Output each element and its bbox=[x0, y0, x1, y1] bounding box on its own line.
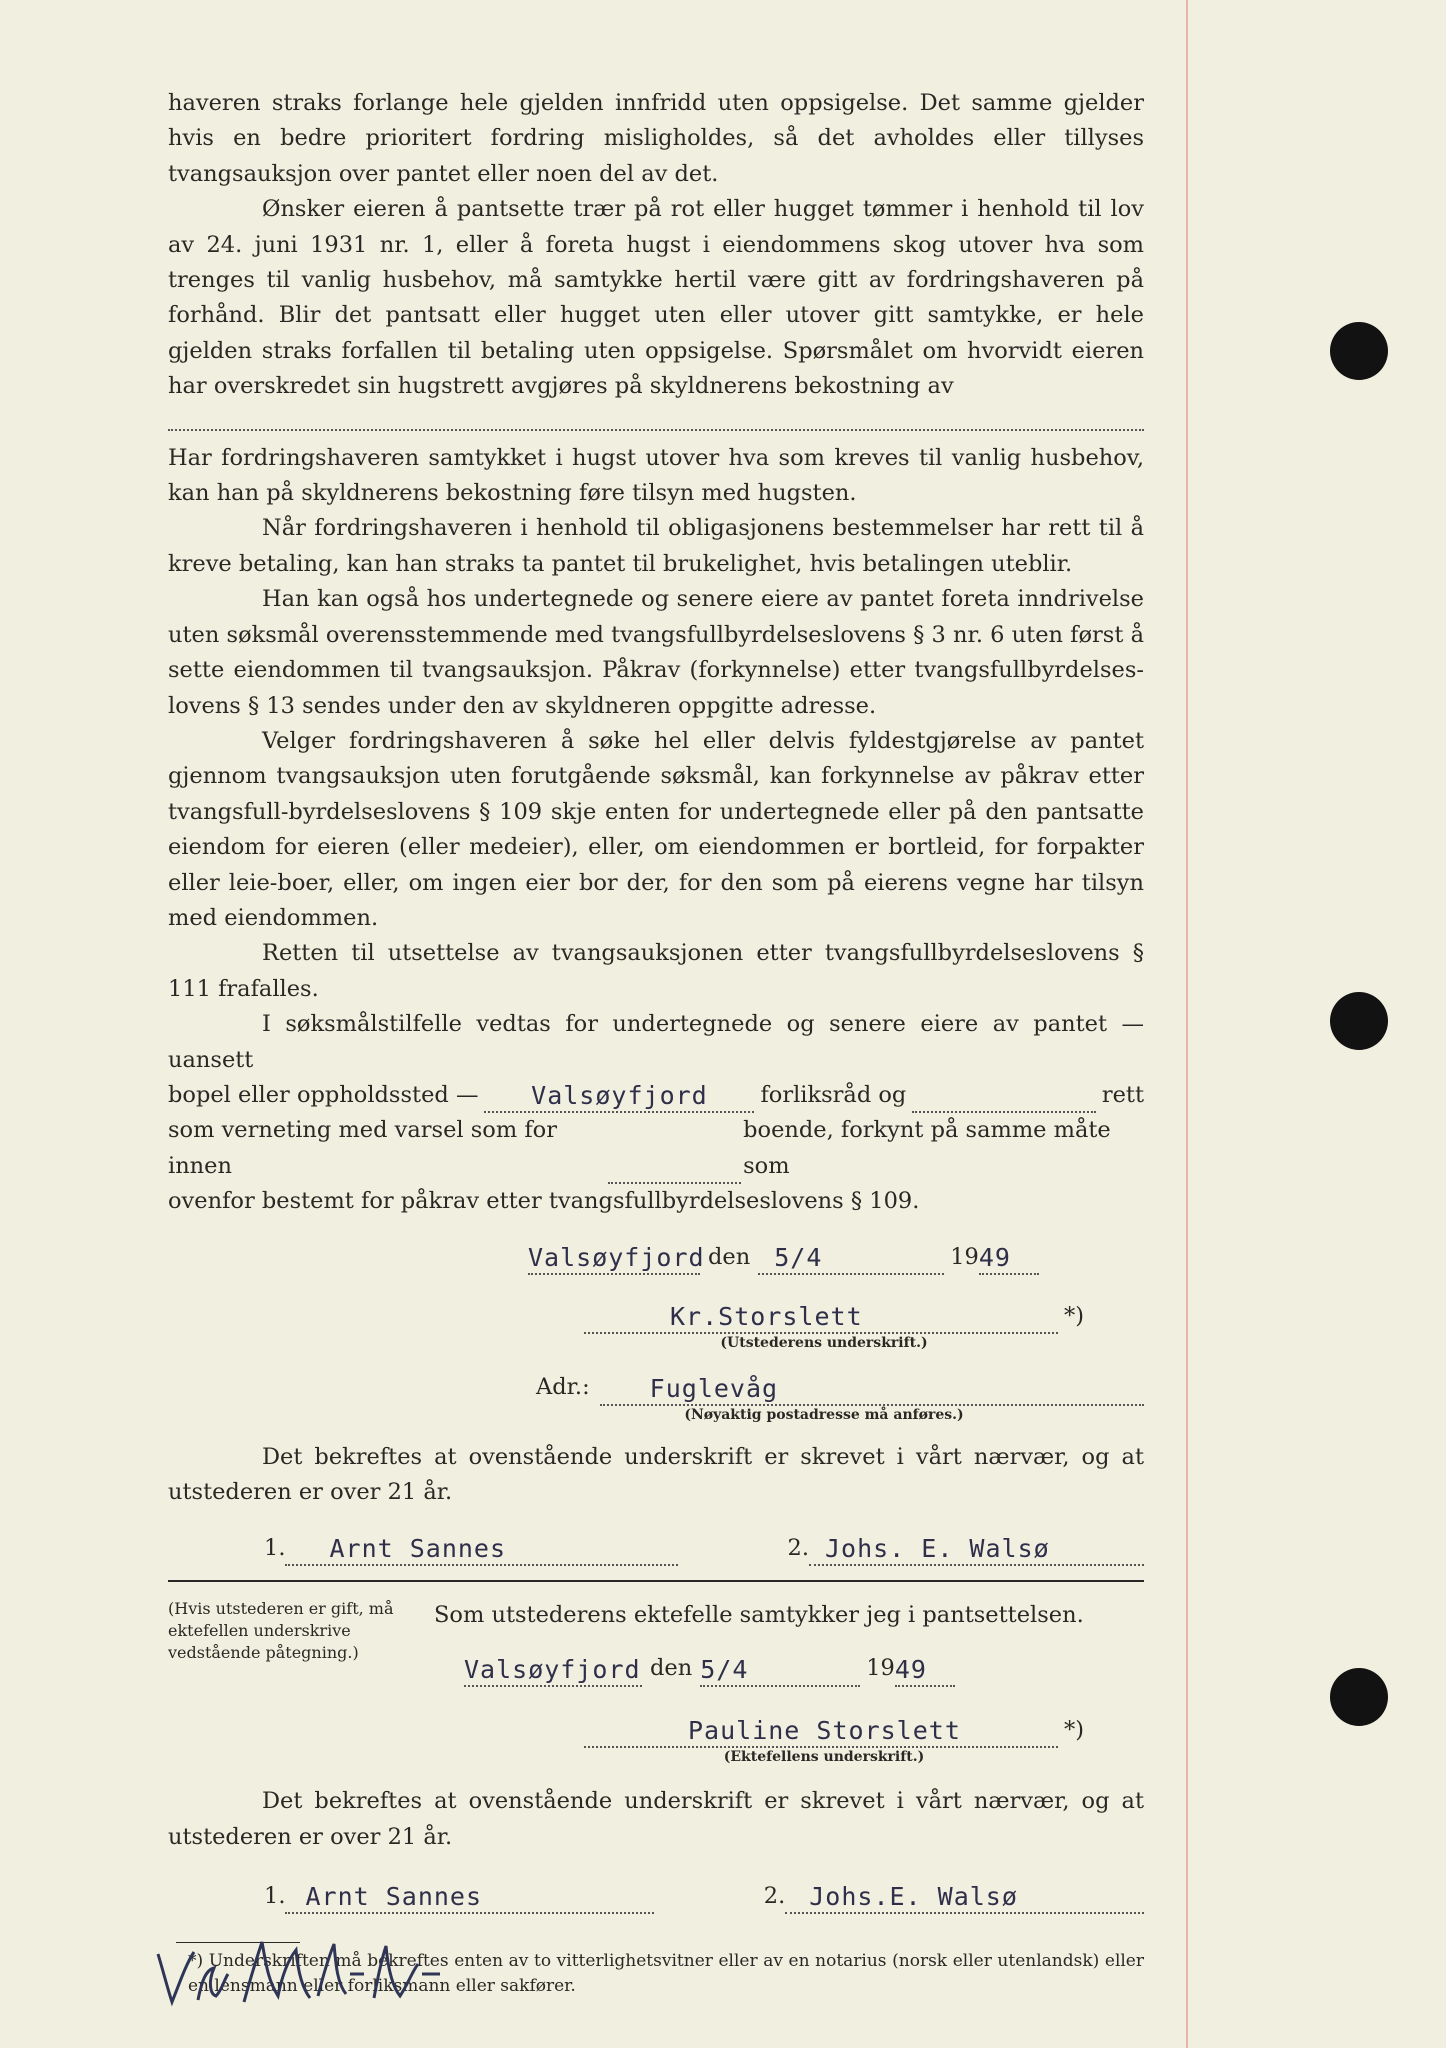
spouse-star: *) bbox=[1063, 1716, 1084, 1743]
spouse-place-field: Valsøyfjord bbox=[464, 1655, 642, 1687]
issuer-signature-line bbox=[584, 1299, 1084, 1334]
issuer-year-field: 49 bbox=[979, 1243, 1039, 1275]
witnesses-line-1 bbox=[264, 1531, 1144, 1566]
paragraph-5: Han kan også hos undertegnede og senere eiere av pantet foreta inndrivelse uten søksmål overensstemmende med tvangsfullbyrdelseslovens § 3 nr. 6 uten først å sette eiendommen til tvangsauksjon. Påkrav (forkynnelse) etter tvangsfullbyrdelses-lovens § 13 sendes under den av skyldneren oppgitte adresse. bbox=[168, 586, 1144, 719]
spouse-den-label: den bbox=[650, 1655, 693, 1682]
paragraph-2-wrap bbox=[168, 192, 1144, 404]
footnote: *) Underskriften må bekreftes enten av to vitterlighetsvitner eller av en notarius (norsk eller utenlandsk) eller en lensmann eller forliksmann eller sakfører. bbox=[188, 1951, 1144, 1997]
spouse-date-line bbox=[464, 1651, 1144, 1686]
issuer-signature-caption: (Utstederens underskrift.) bbox=[720, 1335, 928, 1352]
spouse-year-prefix: 19 bbox=[866, 1655, 895, 1682]
venue-line-2 bbox=[168, 1113, 1144, 1184]
witness-1-number: 1. bbox=[264, 1534, 286, 1561]
paragraph-2: Ønsker eieren å pantsette trær på rot eller hugget tømmer i henhold til lov av 24. juni 1931 nr. 1, eller å foreta hugst i eiendommens skog utover hva som trenges til vanlig husbehov, må samtykke hertil være gitt av fordringshaveren på forhånd. Blir det pantsatt eller hugget uten eller utover gitt samtykke, er hele gjelden straks forfallen til betaling uten oppsigelse. Spørsmålet om hvorvidt eieren har overskredet sin hugstrett avgjøres på skyldnerens bekostning av bbox=[168, 196, 1144, 400]
address-line bbox=[536, 1370, 1144, 1405]
issuer-year-prefix: 19 bbox=[950, 1243, 979, 1270]
witness-2-field: Johs. E. Walsø bbox=[809, 1534, 1144, 1566]
venue-line-text: bopel eller oppholdssted — bbox=[168, 1081, 479, 1108]
venue-line-2-text: som verneting med varsel som for innen bbox=[168, 1117, 557, 1179]
punch-hole bbox=[1330, 322, 1388, 380]
paragraph-8a: I søksmålstilfelle vedtas for undertegnede og senere eiere av pantet — uansett bbox=[168, 1011, 1144, 1073]
section-rule bbox=[168, 1580, 1144, 1582]
margin-line bbox=[1186, 0, 1188, 2048]
spouse-main bbox=[434, 1598, 1144, 1687]
punch-hole bbox=[1330, 1668, 1388, 1726]
issuer-date-line bbox=[528, 1240, 1144, 1275]
issuer-den-label: den bbox=[708, 1243, 751, 1270]
spouse-consent: Som utstederens ektefelle samtykker jeg i pantsettelsen. bbox=[434, 1602, 1084, 1629]
issuer-star: *) bbox=[1063, 1303, 1084, 1329]
venue-line bbox=[168, 1078, 1144, 1113]
address-label: Adr.: bbox=[536, 1374, 590, 1401]
spouse-side-note: (Hvis utstederen er gift, må ektefellen underskrive vedstående påtegning.) bbox=[168, 1599, 394, 1663]
spouse-year-field: 49 bbox=[895, 1655, 955, 1687]
witnesses-line-2 bbox=[264, 1879, 1144, 1914]
spouse-signature-field: Pauline Storslett bbox=[584, 1716, 1058, 1748]
witness-2-2-field: Johs.E. Walsø bbox=[785, 1882, 1144, 1914]
paragraph-6: Velger fordringshaveren å søke hel eller delvis fyldestgjørelse av pantet gjennom tvangsauksjon uten forutgående søksmål, kan forkynnelse av påkrav etter tvangsfull-byrdelseslovens § 109 skje enten for undertegnede eller på den pantsatte eiendom for eieren (eller medeier), eller, om eiendommen er bortleid, for forpakter eller leie-boer, eller, om ingen eier bor der, for den som på eierens vegne har tilsyn med eiendommen. bbox=[168, 727, 1144, 931]
paragraph-1: haveren straks forlange hele gjelden innfridd uten oppsigelse. Det samme gjelder hvis en bedre prioritert fordring misligholdes, så det avholdes eller tillyses tvangsauksjon over pantet eller noen del av det. bbox=[168, 90, 1144, 187]
document-page bbox=[168, 86, 1144, 1999]
witness-text-2: Det bekreftes at ovenstående underskrift er skrevet i vårt nærvær, og at utstederen er over 21 år. bbox=[168, 1788, 1144, 1850]
venue-field: Valsøyfjord bbox=[484, 1081, 754, 1113]
witness-1-field: Arnt Sannes bbox=[285, 1534, 677, 1566]
spouse-signature-caption: (Ektefellens underskrift.) bbox=[723, 1749, 925, 1766]
handwritten-initials bbox=[150, 1924, 450, 2014]
address-caption: (Nøyaktig postadresse må anføres.) bbox=[684, 1406, 964, 1423]
paragraph-3: Har fordringshaveren samtykket i hugst utover hva som kreves til vanlig husbehov, kan han på skyldnerens bekostning føre tilsyn med hugsten. bbox=[168, 444, 1144, 507]
witness-2-1-number: 1. bbox=[264, 1883, 286, 1910]
paragraph-8g: ovenfor bestemt for påkrav etter tvangsfullbyrdelseslovens § 109. bbox=[168, 1188, 920, 1215]
spouse-section bbox=[168, 1598, 1144, 1687]
paragraph-7: Retten til utsettelse av tvangsauksjonen etter tvangsfullbyrdelseslovens § 111 frafalles. bbox=[168, 940, 1144, 1002]
spouse-date-field: 5/4 bbox=[700, 1655, 860, 1687]
venue-line-2-text-2: boende, forkynt på samme måte som bbox=[743, 1117, 1111, 1179]
spouse-signature-line bbox=[584, 1713, 1084, 1748]
venue-line-text-3: rett bbox=[1101, 1081, 1144, 1108]
witness-2-number: 2. bbox=[787, 1534, 809, 1561]
issuer-signature-field: Kr.Storslett bbox=[584, 1302, 1058, 1334]
witness-2-2-number: 2. bbox=[763, 1883, 786, 1910]
witness-text-1: Det bekreftes at ovenstående underskrift er skrevet i vårt nærvær, og at utstederen er over 21 år. bbox=[168, 1443, 1144, 1506]
dotted-fill-line bbox=[168, 405, 1144, 431]
witness-2-1-field: Arnt Sannes bbox=[285, 1882, 653, 1914]
paragraph-4: Når fordringshaveren i henhold til obligasjonens bestemmelser har rett til å kreve betaling, kan han straks ta pantet til brukelighet, hvis betalingen uteblir. bbox=[168, 515, 1144, 577]
address-field: Fuglevåg bbox=[600, 1374, 1144, 1406]
venue-line-text-2: forliksråd og bbox=[760, 1081, 907, 1108]
punch-hole bbox=[1330, 992, 1388, 1050]
issuer-date-field: 5/4 bbox=[758, 1243, 944, 1275]
issuer-place-field: Valsøyfjord bbox=[528, 1243, 700, 1275]
